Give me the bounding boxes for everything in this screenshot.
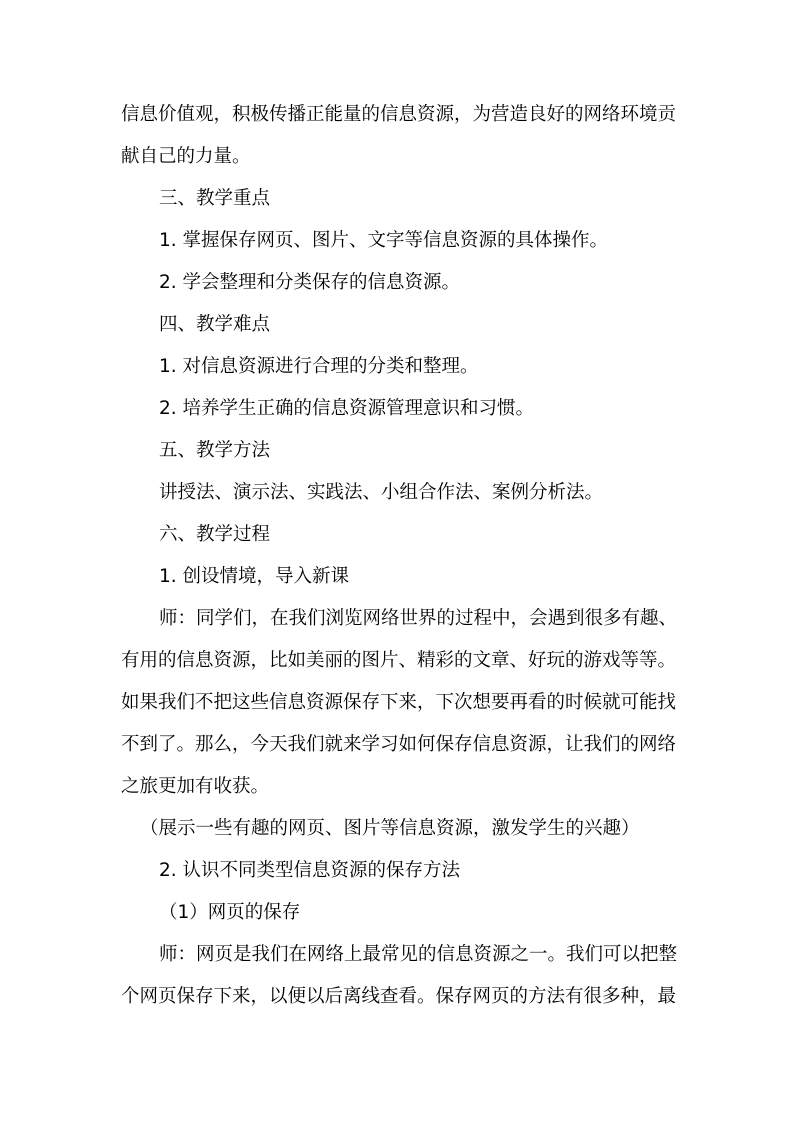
text-line: 有用的信息资源，比如美丽的图片、精彩的文章、好玩的游戏等等。	[121, 650, 677, 671]
text-line: （展示一些有趣的网页、图片等信息资源，激发学生的兴趣）	[140, 818, 640, 839]
text-line: 之旅更加有收获。	[121, 776, 270, 797]
text-line: 如果我们不把这些信息资源保存下来，下次想要再看的时候就可能找	[121, 692, 677, 713]
text-line: 师：网页是我们在网络上最常见的信息资源之一。我们可以把整	[159, 944, 678, 965]
text-line: 不到了。那么，今天我们就来学习如何保存信息资源，让我们的网络	[121, 734, 677, 755]
section-heading: 六、教学过程	[159, 524, 271, 545]
section-heading: 三、教学重点	[159, 188, 271, 209]
subsection-heading: （1）网页的保存	[159, 902, 301, 923]
list-item: 1. 掌握保存网页、图片、文字等信息资源的具体操作。	[159, 230, 609, 251]
section-heading: 四、教学难点	[159, 314, 271, 335]
list-item: 1. 对信息资源进行合理的分类和整理。	[159, 356, 479, 377]
list-item: 2. 学会整理和分类保存的信息资源。	[159, 272, 461, 293]
list-item: 2. 培养学生正确的信息资源管理意识和习惯。	[159, 398, 535, 419]
text-line: 讲授法、演示法、实践法、小组合作法、案例分析法。	[159, 482, 604, 503]
text-line: 个网页保存下来，以便以后离线查看。保存网页的方法有很多种，最	[121, 986, 677, 1007]
text-line: 信息价值观，积极传播正能量的信息资源，为营造良好的网络环境贡	[121, 104, 677, 125]
subsection-heading: 1. 创设情境，导入新课	[159, 566, 350, 587]
section-heading: 五、教学方法	[159, 440, 271, 461]
text-line: 师：同学们，在我们浏览网络世界的过程中，会遇到很多有趣、	[159, 608, 678, 629]
text-line: 献自己的力量。	[121, 146, 251, 167]
subsection-heading: 2. 认识不同类型信息资源的保存方法	[159, 860, 461, 881]
